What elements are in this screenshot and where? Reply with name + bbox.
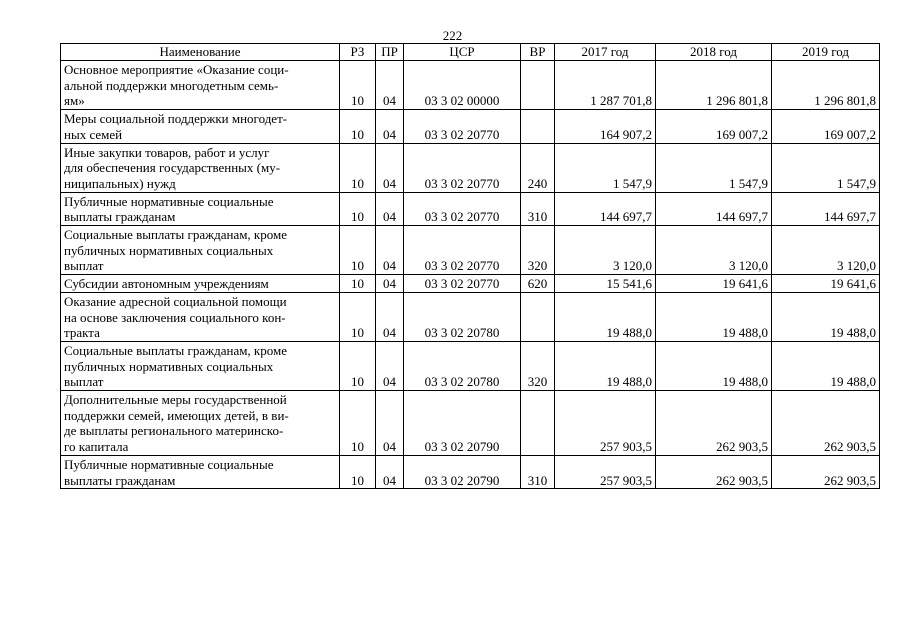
row-pr: 04 [376, 341, 404, 390]
table-row [61, 275, 880, 293]
table-row [61, 226, 880, 275]
row-2017: 164 907,2 [555, 110, 656, 143]
row-pr: 04 [376, 110, 404, 143]
row-vr: 620 [521, 275, 555, 293]
row-pr: 04 [376, 455, 404, 488]
row-2019: 1 547,9 [772, 143, 880, 192]
row-name: Меры социальной поддержки многодет- ных семей [61, 110, 340, 143]
row-2017: 19 488,0 [555, 341, 656, 390]
table-row [61, 192, 880, 225]
row-2018: 19 641,6 [656, 275, 772, 293]
row-rz: 10 [340, 143, 376, 192]
row-2017: 3 120,0 [555, 226, 656, 275]
row-name: Дополнительные меры государственной поддержки семей, имеющих детей, в ви- де выплаты регионального материнско- го капитала [61, 391, 340, 456]
row-2018: 1 296 801,8 [656, 61, 772, 110]
row-name: Основное мероприятие «Оказание соци- альной поддержки многодетным семь- ям» [61, 61, 340, 110]
row-pr: 04 [376, 61, 404, 110]
row-name: Публичные нормативные социальные выплаты гражданам [61, 455, 340, 488]
row-2019: 1 296 801,8 [772, 61, 880, 110]
row-2017: 1 287 701,8 [555, 61, 656, 110]
table-header-row [61, 44, 880, 61]
row-2019: 19 641,6 [772, 275, 880, 293]
table-row [61, 61, 880, 110]
row-csr: 03 3 02 00000 [404, 61, 521, 110]
row-vr [521, 110, 555, 143]
row-rz: 10 [340, 455, 376, 488]
header-rz: РЗ [340, 44, 376, 61]
row-name: Социальные выплаты гражданам, кроме публичных нормативных социальных выплат [61, 341, 340, 390]
row-vr [521, 391, 555, 456]
row-csr: 03 3 02 20780 [404, 292, 521, 341]
header-2019: 2019 год [772, 44, 880, 61]
row-2017: 257 903,5 [555, 455, 656, 488]
header-name: Наименование [61, 44, 340, 61]
row-name: Социальные выплаты гражданам, кроме публичных нормативных социальных выплат [61, 226, 340, 275]
row-rz: 10 [340, 110, 376, 143]
row-vr: 240 [521, 143, 555, 192]
row-vr: 310 [521, 192, 555, 225]
row-vr: 320 [521, 341, 555, 390]
row-2018: 19 488,0 [656, 341, 772, 390]
row-vr [521, 292, 555, 341]
row-name: Субсидии автономным учреждениям [61, 275, 340, 293]
row-2017: 144 697,7 [555, 192, 656, 225]
row-pr: 04 [376, 275, 404, 293]
page-number: 222 [442, 28, 463, 43]
row-pr: 04 [376, 391, 404, 456]
row-pr: 04 [376, 143, 404, 192]
row-pr: 04 [376, 292, 404, 341]
row-2017: 19 488,0 [555, 292, 656, 341]
row-rz: 10 [340, 61, 376, 110]
row-rz: 10 [340, 391, 376, 456]
row-name: Оказание адресной социальной помощи на основе заключения социального кон- тракта [61, 292, 340, 341]
row-csr: 03 3 02 20790 [404, 391, 521, 456]
row-rz: 10 [340, 341, 376, 390]
header-pr: ПР [376, 44, 404, 61]
row-2019: 144 697,7 [772, 192, 880, 225]
row-vr: 320 [521, 226, 555, 275]
budget-table [60, 43, 880, 489]
row-2017: 15 541,6 [555, 275, 656, 293]
row-2019: 262 903,5 [772, 455, 880, 488]
row-csr: 03 3 02 20780 [404, 341, 521, 390]
row-rz: 10 [340, 275, 376, 293]
row-2019: 3 120,0 [772, 226, 880, 275]
row-2017: 257 903,5 [555, 391, 656, 456]
row-csr: 03 3 02 20790 [404, 455, 521, 488]
row-2018: 19 488,0 [656, 292, 772, 341]
row-2017: 1 547,9 [555, 143, 656, 192]
row-2018: 1 547,9 [656, 143, 772, 192]
row-2019: 19 488,0 [772, 341, 880, 390]
row-pr: 04 [376, 226, 404, 275]
row-2018: 169 007,2 [656, 110, 772, 143]
row-name: Иные закупки товаров, работ и услуг для обеспечения государственных (му- ниципальных) нужд [61, 143, 340, 192]
table-row [61, 341, 880, 390]
row-rz: 10 [340, 226, 376, 275]
row-2019: 169 007,2 [772, 110, 880, 143]
row-2018: 144 697,7 [656, 192, 772, 225]
row-csr: 03 3 02 20770 [404, 143, 521, 192]
table-row [61, 455, 880, 488]
row-2018: 262 903,5 [656, 455, 772, 488]
table-row [61, 391, 880, 456]
header-csr: ЦСР [404, 44, 521, 61]
row-2018: 262 903,5 [656, 391, 772, 456]
header-vr: ВР [521, 44, 555, 61]
header-2018: 2018 год [656, 44, 772, 61]
row-csr: 03 3 02 20770 [404, 226, 521, 275]
row-2019: 19 488,0 [772, 292, 880, 341]
row-pr: 04 [376, 192, 404, 225]
row-vr: 310 [521, 455, 555, 488]
row-2019: 262 903,5 [772, 391, 880, 456]
row-csr: 03 3 02 20770 [404, 275, 521, 293]
row-vr [521, 61, 555, 110]
row-csr: 03 3 02 20770 [404, 192, 521, 225]
table-row [61, 143, 880, 192]
row-2018: 3 120,0 [656, 226, 772, 275]
row-csr: 03 3 02 20770 [404, 110, 521, 143]
row-name: Публичные нормативные социальные выплаты гражданам [61, 192, 340, 225]
row-rz: 10 [340, 292, 376, 341]
table-row [61, 110, 880, 143]
table-row [61, 292, 880, 341]
row-rz: 10 [340, 192, 376, 225]
header-2017: 2017 год [555, 44, 656, 61]
